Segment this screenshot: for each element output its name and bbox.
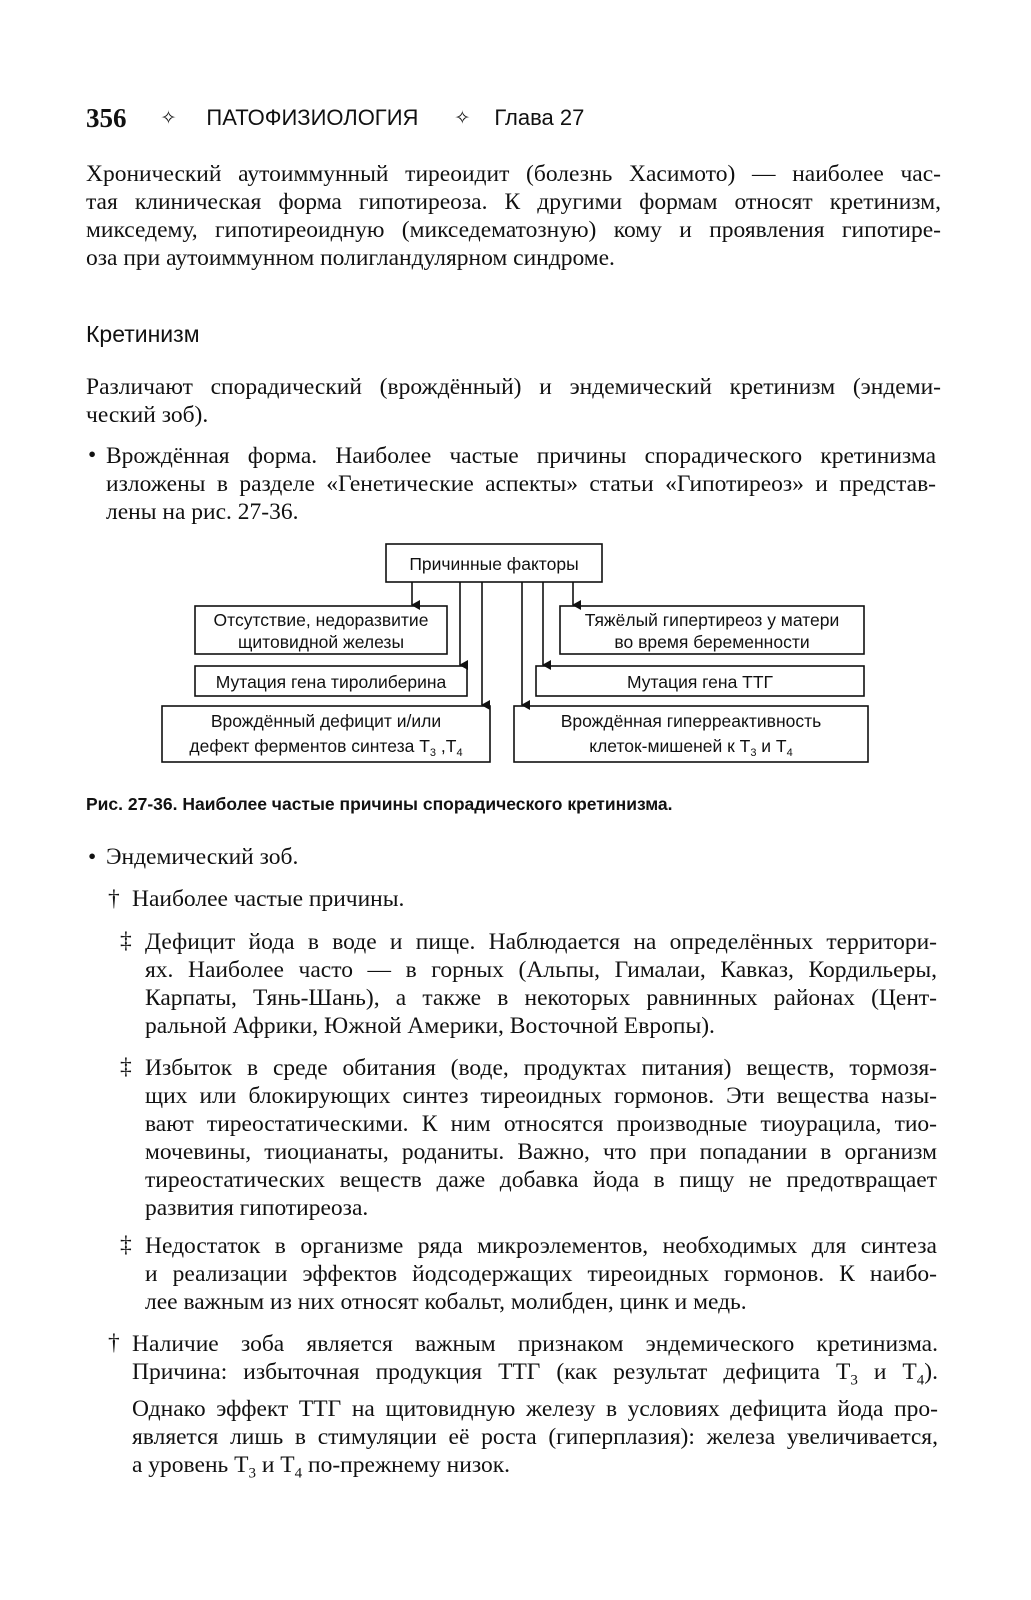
excess-paragraph	[145, 1054, 937, 1222]
page-header	[86, 100, 584, 136]
top-box-label: Причинные факторы	[409, 554, 579, 574]
right-box-1-label: во время беременности	[614, 632, 810, 652]
bottom-right-label: Врождённая гиперреактивность	[560, 711, 822, 731]
micro-paragraph	[145, 1232, 937, 1316]
text-line: изложены в разделе «Генетические аспекты» статьи «Гипотиреоз» и представ-	[106, 471, 936, 497]
congenital-paragraph	[106, 442, 936, 526]
bottom-left-label: Врождённый дефицит и/или	[210, 711, 442, 731]
header-separator-icon: ✧	[454, 107, 471, 129]
left-box-1-label: щитовидной железы	[237, 632, 405, 652]
intro-paragraph	[86, 160, 941, 272]
text-line: вают тиреостатическими. К ним относятся производные тиоурацила, тио-	[145, 1111, 937, 1137]
text-line: тая клиническая форма гипотиреоза. К другими формам относят кретинизм,	[86, 189, 941, 215]
text-line: мочевины, тиоцианаты, роданиты. Важно, что при попадании в организм	[145, 1139, 937, 1165]
iodine-paragraph	[145, 928, 937, 1040]
text-line: лены на рис. 27-36.	[106, 499, 299, 525]
text-line: оза при аутоиммунном полигландулярном синдроме.	[86, 245, 615, 271]
causes-heading: Наиболее частые причины.	[132, 886, 405, 912]
caption-label: Рис. 27-36.	[86, 794, 178, 814]
text-line: тиреостатических веществ даже добавка йода в пищу не предотвращает	[145, 1167, 937, 1193]
header-separator-icon: ✧	[160, 107, 177, 129]
types-paragraph	[86, 373, 941, 429]
bullet-icon: •	[88, 844, 97, 870]
text-line: Различают спорадический (врождённый) и эндемический кретинизм (эндеми-	[86, 374, 941, 400]
text-line: Однако эффект ТТГ на щитовидную железу в условиях дефицита йода про-	[132, 1395, 938, 1422]
text-line: Недостаток в организме ряда микроэлементов, необходимых для синтеза	[145, 1233, 937, 1259]
text-line: Карпаты, Тянь-Шань), а также в некоторых равнинных районах (Цент-	[145, 985, 937, 1011]
caption-text: Наиболее частые причины спорадического кретинизма.	[182, 794, 673, 814]
text-line: ческий зоб).	[86, 402, 209, 428]
figure-caption	[86, 794, 673, 815]
text-line: микседему, гипотиреоидную (микседематозную) кому и проявления гипотире-	[86, 217, 941, 243]
double-dagger-icon: ‡	[120, 1232, 132, 1258]
text-line: и реализации эффектов йодсодержащих тиреоидных гормонов. К наибо-	[145, 1261, 937, 1287]
text-line: ях. Наиболее часто — в горных (Альпы, Гималаи, Кавказ, Кордильеры,	[145, 957, 937, 983]
chapter-label: Глава 27	[494, 105, 585, 130]
dagger-icon: †	[108, 886, 120, 912]
goiter-paragraph	[132, 1330, 938, 1487]
text-line: Причина: избыточная продукция ТТГ (как результат дефицита $Т_3$ и $Т_4$).	[132, 1359, 938, 1389]
double-dagger-icon: ‡	[120, 928, 132, 954]
text-line: Дефицит йода в воде и пище. Наблюдается на определённых территори-	[145, 929, 937, 955]
text-line: Наличие зоба является важным признаком эндемического кретинизма.	[132, 1331, 938, 1357]
bottom-left-label: дефект ферментов синтеза $Т_3$ $,Т_4$	[189, 736, 463, 759]
left-box-2-label: Мутация гена тиролиберина	[215, 672, 447, 692]
right-box-2-label: Мутация гена ТТГ	[626, 672, 774, 692]
page-number: 356	[86, 102, 127, 133]
causes-diagram	[150, 540, 880, 772]
text-line: а уровень $Т_3$ и $Т_4$ по-прежнему низок.	[132, 1451, 511, 1482]
text-line: щих или блокирующих синтез тиреоидных гормонов. Эти вещества назы-	[145, 1083, 937, 1109]
text-line: Врождённая форма. Наиболее частые причины спорадического кретинизма	[106, 443, 936, 469]
book-title: ПАТОФИЗИОЛОГИЯ	[206, 105, 419, 130]
double-dagger-icon: ‡	[120, 1054, 132, 1080]
text-line: развития гипотиреоза.	[145, 1195, 369, 1221]
dagger-icon: †	[108, 1330, 120, 1356]
bottom-right-label: клеток-мишеней к $Т_3$ и $Т_4$	[589, 736, 793, 759]
bullet-icon: •	[88, 442, 97, 468]
text-line: лее важным из них относят кобальт, молибден, цинк и медь.	[145, 1289, 747, 1315]
text-line: Избыток в среде обитания (воде, продуктах питания) веществ, тормозя-	[145, 1055, 937, 1081]
right-box-1-label: Тяжёлый гипертиреоз у матери	[584, 610, 840, 630]
text-line: Хронический аутоиммунный тиреоидит (болезнь Хасимото) — наиболее час-	[86, 161, 941, 187]
section-heading: Кретинизм	[86, 321, 200, 347]
text-line: является лишь в стимуляции её роста (гиперплазия): железа увеличивается,	[132, 1423, 938, 1450]
text-line: ральной Африки, Южной Америки, Восточной Европы).	[145, 1013, 715, 1039]
endemic-heading: Эндемический зоб.	[106, 844, 299, 870]
left-box-1-label: Отсутствие, недоразвитие	[213, 610, 429, 630]
